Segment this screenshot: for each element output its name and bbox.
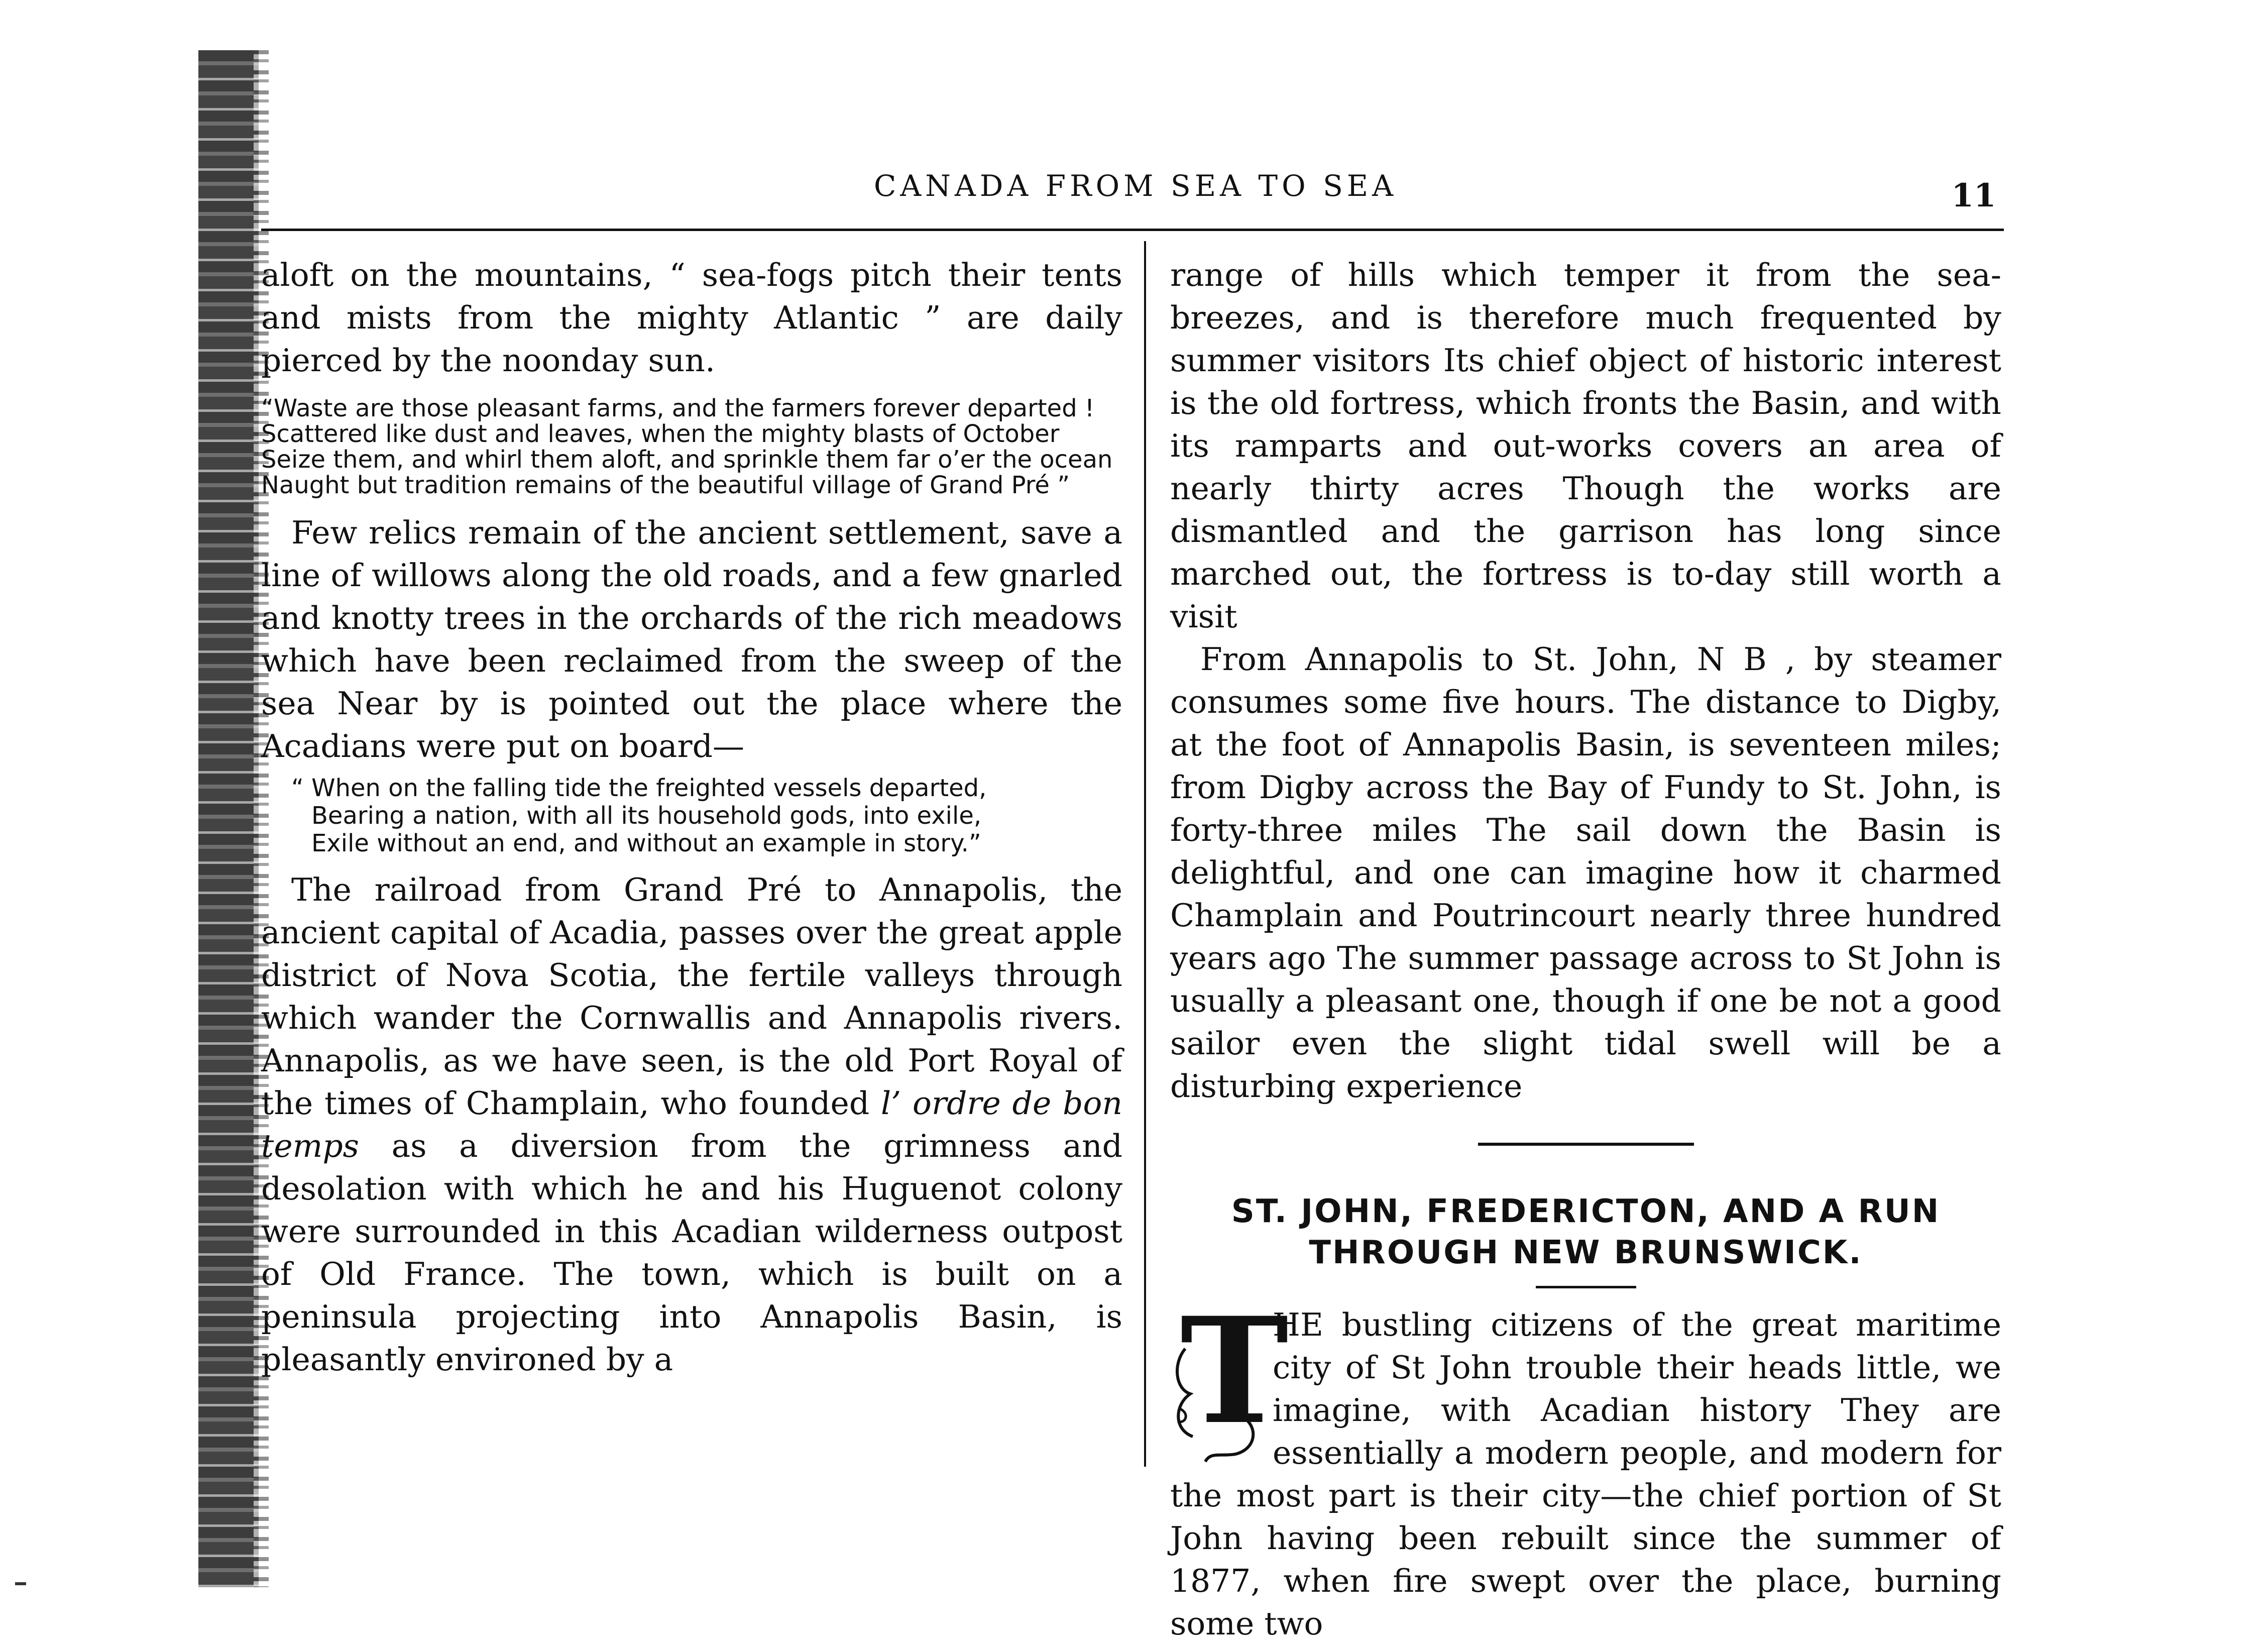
scan-speck	[15, 1582, 26, 1585]
verse-line: Seize them, and whirl them aloft, and sprinkle them far o’er the ocean	[261, 446, 1113, 474]
book-spine-shadow	[198, 50, 259, 1587]
paragraph-text: as a diversion from the grimness and desolation with which he and his Huguenot colony were surrounded in this Acadian wilderness outpost of Old France. The town, which is built on a peninsula projecting into Annapolis Basin, is pleasantly environed by a	[261, 1128, 1122, 1378]
paragraph: aloft on the mountains, “ sea-fogs pitch their tents and mists from the mighty Atlantic ” are daily pierced by the noonday sun.	[261, 257, 1122, 379]
column-divider	[1144, 241, 1146, 1467]
quote-line: Exile without an end, and without an example in story.”	[311, 829, 981, 857]
page-number: 11	[1951, 177, 1996, 214]
verse-line: Scattered like dust and leaves, when the mighty blasts of October	[261, 420, 1060, 448]
section-heading-line: THROUGH NEW BRUNSWICK.	[1309, 1234, 1863, 1271]
italic-phrase: l’ ordre de bon temps	[261, 1085, 1122, 1164]
section-heading-line: ST. JOHN, FREDERICTON, AND A RUN	[1231, 1193, 1941, 1230]
section-heading	[1170, 1191, 2001, 1273]
paragraph: From Annapolis to St. John, N B , by steamer consumes some five hours. The distance to Digby, at the foot of Annapolis Basin, is seventeen miles; from Digby across the Bay of Fundy to St. John, is forty-three miles The sail down the Basin is delightful, and one can imagine how it charmed Champlain and Poutrincourt nearly three hundred years ago The summer passage across to St John is usually a pleasant one, though if one be not a good sailor even the slight tidal swell will be a disturbing experience	[1170, 641, 2001, 1105]
drop-cap-letter: T	[1180, 1286, 1289, 1457]
verse-line: “Waste are those pleasant farms, and the farmers forever departed !	[261, 394, 1095, 422]
quote-line: Bearing a nation, with all its household gods, into exile,	[311, 802, 982, 830]
block-quote	[291, 775, 1060, 857]
evangeline-verse	[261, 396, 1122, 498]
running-header-title: CANADA FROM SEA TO SEA	[874, 169, 1398, 203]
verse-line: Naught but tradition remains of the beautiful village of Grand Pré ”	[261, 471, 1070, 499]
paragraph: HE bustling citizens of the great maritime city of St John trouble their heads little, we imagine, with Acadian history They are essentially a modern people, and modern for the most part is their city—the chief portion of St John having been rebuilt since the summer of 1877, when fire swept over the place, burning some two	[1170, 1306, 2001, 1642]
paragraph-text: The railroad from Grand Pré to Annapolis, the ancient capital of Acadia, passes over the great apple district of Nova Scotia, the fertile valleys through which wander the Cornwallis and Annapolis rivers. Annapolis, as we have seen, is the old Port Royal of the times of Champlain, who founded	[261, 871, 1122, 1122]
paragraph: range of hills which temper it from the sea-breezes, and is therefore much frequented by summer visitors Its chief object of historic interest is the old fortress, which fronts the Basin, and with its ramparts and out-works covers an area of nearly thirty acres Though the works are dismantled and the garrison has long since marched out, the fortress is to-day still worth a visit	[1170, 257, 2001, 635]
header-rule	[261, 229, 2004, 231]
section-rule	[1478, 1143, 1694, 1146]
paragraph: Few relics remain of the ancient settlement, save a line of willows along the old roads, and a few gnarled and knotty trees in the orchards of the rich meadows which have been reclaimed from the sweep of the sea Near by is pointed out the place where the Acadians were put on board—	[261, 514, 1122, 764]
paragraph	[261, 868, 1122, 1381]
quote-line: “ When on the falling tide the freighted vessels departed,	[291, 774, 987, 802]
left-column	[261, 254, 1122, 1381]
heading-underline	[1536, 1286, 1636, 1288]
ornamental-drop-cap	[1170, 1286, 1289, 1464]
right-column	[1170, 254, 2001, 1645]
